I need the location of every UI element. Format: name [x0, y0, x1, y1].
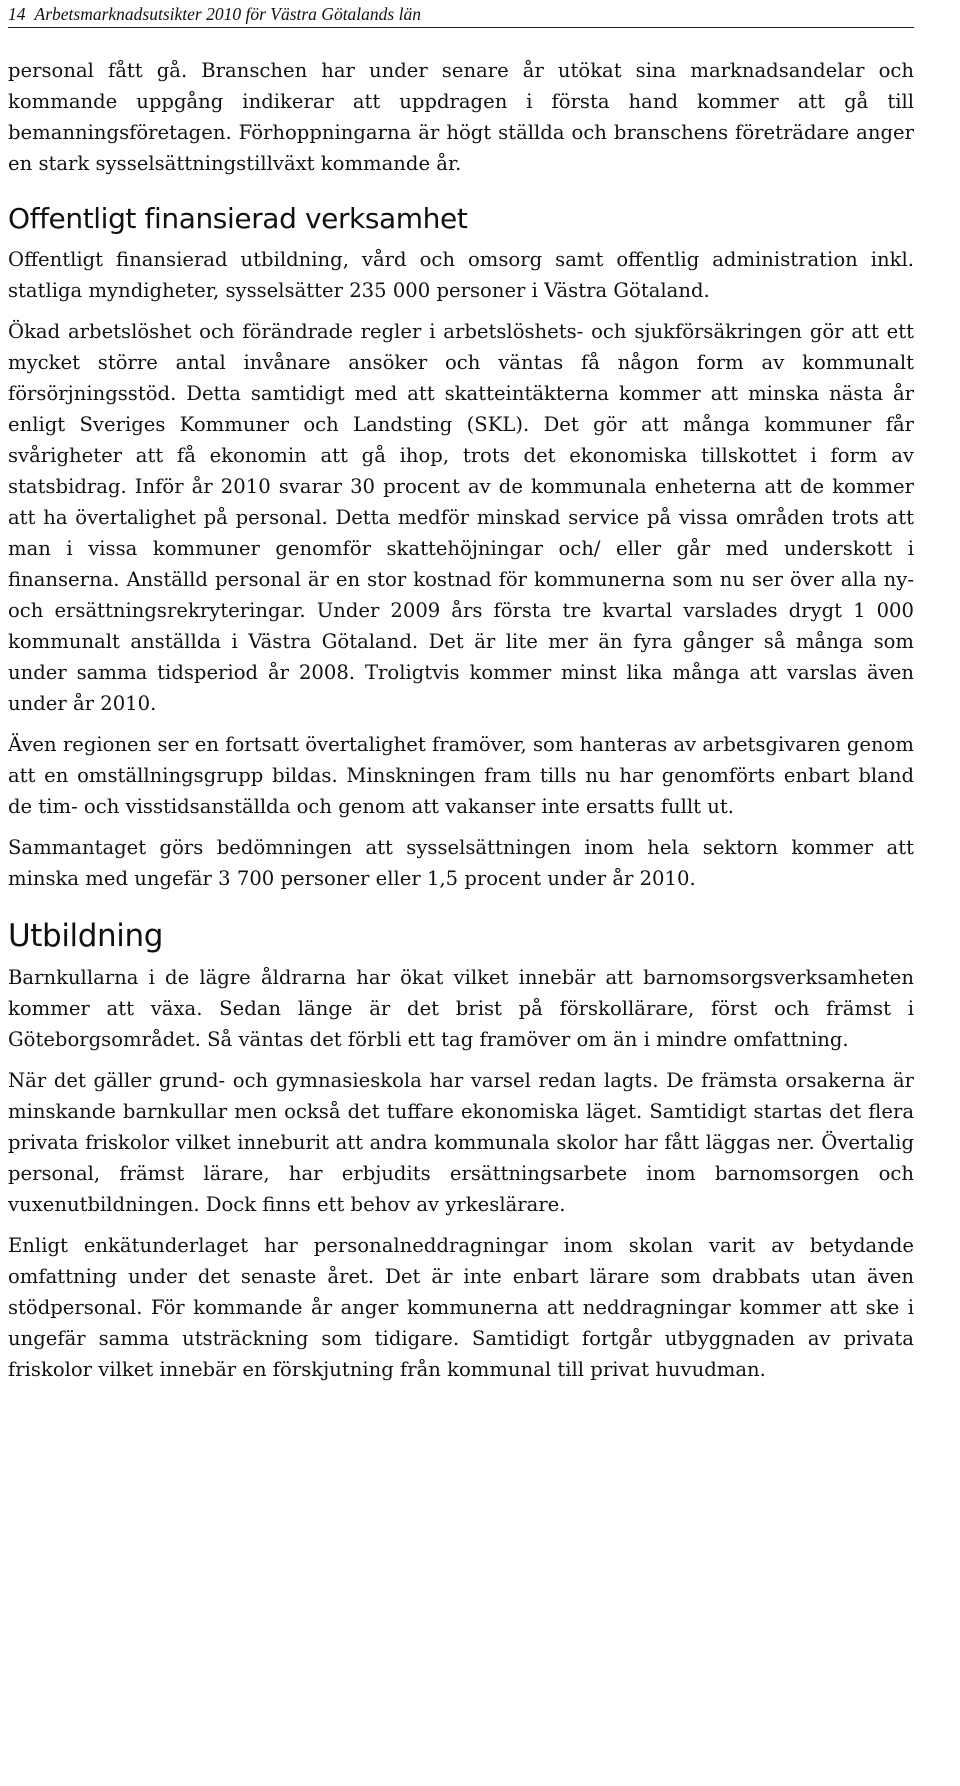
paragraph-barnkullarna: Barnkullarna i de lägre åldrarna har ökat vilket innebär att barnomsorgsverksamheten kommer att växa. Sedan länge är det brist på förskollärare, först och främst i Göteborgsområdet. Så väntas det förbli ett tag framöver om än i mindre omfattning.	[8, 966, 914, 1051]
paragraph-intro: personal fått gå. Branschen har under senare år utökat sina marknadsandelar och kommande uppgång indikerar att uppdragen i första hand kommer att gå till bemanningsföretagen. Förhoppningarna är högt ställda och branschens företrädare anger en stark sysselsättningstillväxt kommande år.	[8, 59, 914, 175]
paragraph-regionen: Även regionen ser en fortsatt övertalighet framöver, som hanteras av arbetsgivaren genom att en omställningsgrupp bildas. Minskningen fram tills nu har genomförts enbart bland de tim- och visstidsanställda och genom att vakanser inte ersatts fullt ut.	[8, 733, 914, 818]
paragraph-enkatunderlaget: Enligt enkätunderlaget har personalneddragningar inom skolan varit av betydande omfattning under det senaste året. Det är inte enbart lärare som drabbats utan även stödpersonal. För kommande år anger kommunerna att neddragningar kommer att ske i ungefär samma utsträckning som tidigare. Samtidigt fortgår utbyggnaden av privata friskolor vilket innebär en förskjutning från kommunal till privat huvudman.	[8, 1234, 914, 1381]
paragraph-grundskola: När det gäller grund- och gymnasieskola har varsel redan lagts. De främsta orsakerna är minskande barnkullar men också det tuffare ekonomiska läget. Samtidigt startas det flera privata friskolor vilket inneburit att andra kommunala skolor har fått läggas ner. Övertalig personal, främst lärare, har erbjudits ersättningsarbete inom barnomsorgen och vuxenutbildningen. Dock finns ett behov av yrkeslärare.	[8, 1069, 914, 1216]
running-header-title: Arbetsmarknadsutsikter 2010 för Västra Götalands län	[34, 4, 421, 24]
section-heading-offentligt: Offentligt finansierad verksamhet	[8, 202, 468, 235]
body-text	[8, 55, 914, 1385]
paragraph-sysselsatter: Offentligt finansierad utbildning, vård och omsorg samt offentlig administration inkl. statliga myndigheter, sysselsätter 235 000 personer i Västra Götaland.	[8, 248, 914, 302]
paragraph-sammantaget: Sammantaget görs bedömningen att sysselsättningen inom hela sektorn kommer att minska med ungefär 3 700 personer eller 1,5 procent under år 2010.	[8, 836, 914, 890]
running-header	[8, 2, 914, 26]
header-rule	[8, 27, 914, 28]
paragraph-arbetsloshet: Ökad arbetslöshet och förändrade regler i arbetslöshets- och sjukförsäkringen gör att ett mycket större antal invånare ansöker och väntas få någon form av kommunalt försörjningsstöd. Detta samtidigt med att skatteintäkterna kommer att minska nästa år enligt Sveriges Kommuner och Landsting (SKL). Det gör att många kommuner får svårigheter att få ekonomin att gå ihop, trots det ekonomiska tillskottet i form av statsbidrag. Inför år 2010 svarar 30 procent av de kommunala enheterna att de kommer att ha övertalighet på personal. Detta medför minskad service på vissa områden trots att man i vissa kommuner genomför skattehöjningar och/ eller går med underskott i finanserna. Anställd personal är en stor kostnad för kommunerna som nu ser över alla ny- och ersättningsrekryteringar. Under 2009 års första tre kvartal varslades drygt 1 000 kommunalt anställda i Västra Götaland. Det är lite mer än fyra gånger så många som under samma tidsperiod år 2008. Troligtvis kommer minst lika många att varslas även under år 2010.	[8, 320, 914, 715]
section-heading-utbildning: Utbildning	[8, 918, 164, 954]
page-number: 14	[8, 4, 26, 24]
